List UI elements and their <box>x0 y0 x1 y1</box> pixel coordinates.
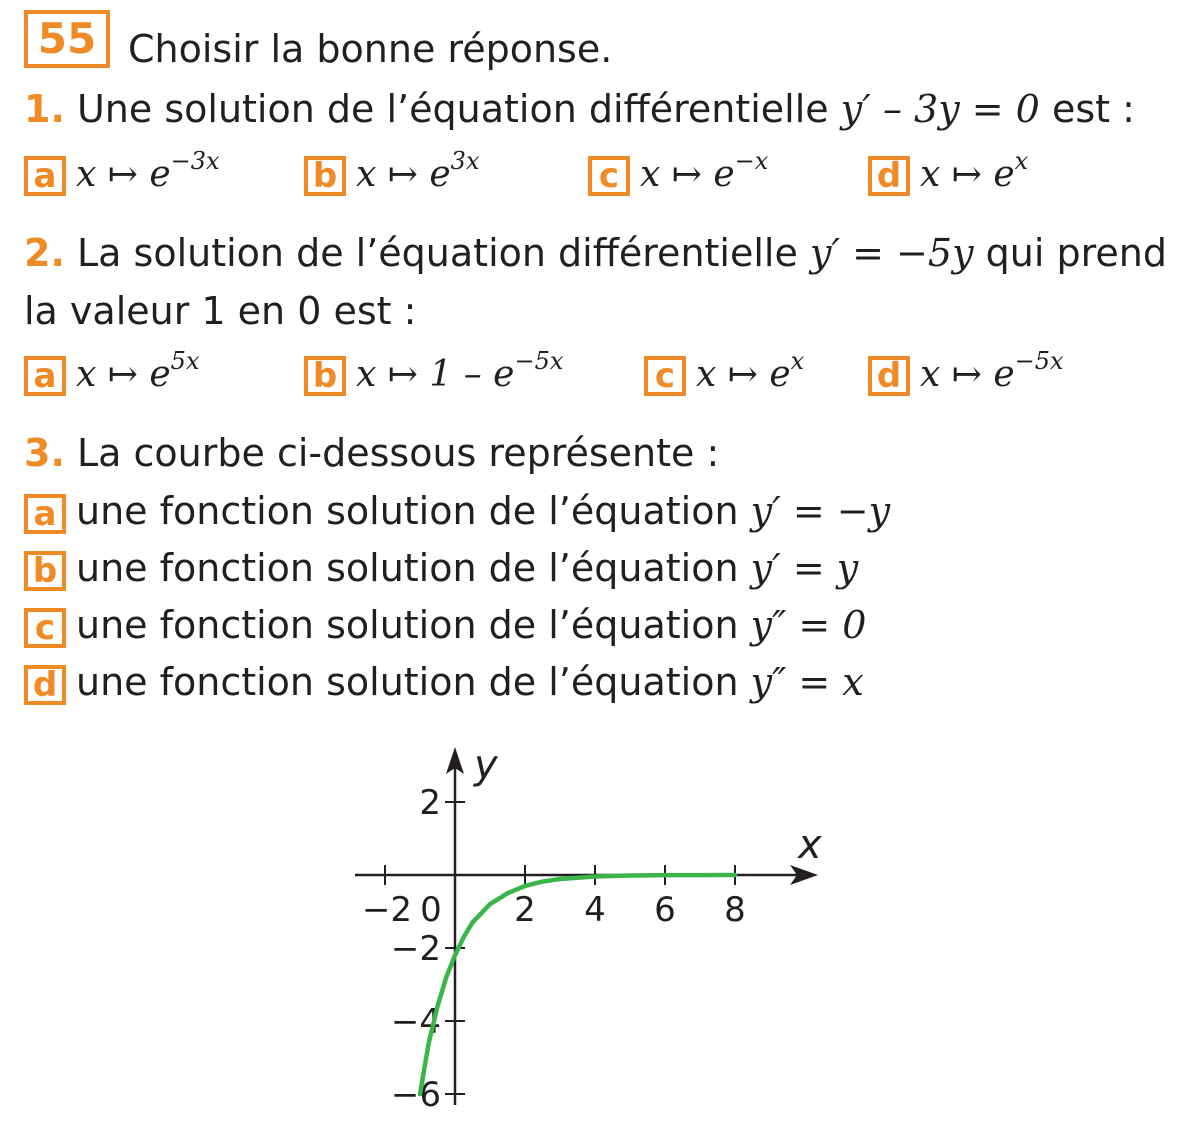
solution-curve <box>420 875 735 1094</box>
option-exponent: −3x <box>170 147 220 175</box>
question-1 <box>24 86 1135 132</box>
option-letter-c: c <box>24 608 66 648</box>
option-text: une fonction solution de l’équation <box>76 546 739 590</box>
question-1-text-end: est : <box>1051 87 1135 131</box>
question-3 <box>24 430 719 476</box>
q3-option-b[interactable] <box>24 545 858 591</box>
option-letter-b: b <box>304 356 346 396</box>
option-map: x ↦ e <box>76 354 171 395</box>
x-axis-label: x <box>798 822 822 868</box>
option-map: x ↦ e <box>696 354 791 395</box>
option-text: une fonction solution de l’équation <box>76 489 739 533</box>
y-tick-label: −2 <box>390 929 441 969</box>
option-letter-b: b <box>304 156 346 196</box>
option-letter-d: d <box>868 356 910 396</box>
q1-option-a[interactable] <box>24 142 220 198</box>
exercise-number: 55 <box>24 10 110 68</box>
q1-option-b[interactable] <box>304 142 479 198</box>
option-map: x ↦ e <box>920 354 1015 395</box>
question-1-number: 1. <box>24 87 65 131</box>
question-2-text-end: qui prend <box>985 231 1167 275</box>
option-letter-a: a <box>24 494 66 534</box>
option-map: x ↦ e <box>920 154 1015 195</box>
q3-option-d[interactable] <box>24 659 864 705</box>
option-letter-d: d <box>24 665 66 705</box>
option-exponent: −5x <box>514 347 564 375</box>
q2-option-c[interactable] <box>644 342 804 398</box>
q1-option-c[interactable] <box>588 142 768 198</box>
option-letter-c: c <box>588 156 630 196</box>
x-tick-label: 8 <box>724 890 746 930</box>
question-3-text: La courbe ci-dessous représente : <box>76 431 720 475</box>
question-1-equation: y′ – 3y = 0 <box>840 87 1040 131</box>
x-tick-label: 0 <box>420 890 442 930</box>
exercise-instruction: Choisir la bonne réponse. <box>128 27 613 71</box>
option-equation: y′ = y <box>750 546 859 590</box>
question-2-equation: y′ = −5y <box>809 231 974 275</box>
q1-option-d[interactable] <box>868 142 1028 198</box>
x-tick-label: −2 <box>361 890 413 930</box>
option-equation: y′ = −y <box>750 489 891 533</box>
question-2 <box>24 230 1167 276</box>
x-tick-label: 2 <box>514 890 536 930</box>
option-letter-a: a <box>24 356 66 396</box>
y-tick-label: −4 <box>390 1002 441 1042</box>
y-tick-label: 2 <box>419 783 441 823</box>
y-axis-label: y <box>474 742 498 788</box>
option-map: x ↦ e <box>640 154 735 195</box>
option-exponent: −5x <box>1014 347 1064 375</box>
option-map: x ↦ e <box>356 154 451 195</box>
option-map: x ↦ 1 – e <box>356 354 515 395</box>
option-exponent: 5x <box>170 347 200 375</box>
question-2-text: La solution de l’équation différentielle <box>76 231 798 275</box>
curve-graph <box>0 730 1200 1124</box>
option-letter-d: d <box>868 156 910 196</box>
y-tick-label: −6 <box>390 1075 441 1115</box>
option-equation: y″ = x <box>750 660 864 704</box>
option-map: x ↦ e <box>76 154 171 195</box>
option-exponent: 3x <box>450 147 480 175</box>
option-exponent: −x <box>734 147 769 175</box>
q3-option-c[interactable] <box>24 602 866 648</box>
option-letter-b: b <box>24 551 66 591</box>
option-text: une fonction solution de l’équation <box>76 660 739 704</box>
option-exponent: x <box>790 347 805 375</box>
q2-option-b[interactable] <box>304 342 563 398</box>
question-2-number: 2. <box>24 231 65 275</box>
option-letter-a: a <box>24 156 66 196</box>
option-equation: y″ = 0 <box>750 603 867 647</box>
question-3-number: 3. <box>24 431 65 475</box>
q3-option-a[interactable] <box>24 488 890 534</box>
option-exponent: x <box>1014 147 1029 175</box>
q2-option-d[interactable] <box>868 342 1064 398</box>
x-tick-label: 4 <box>584 890 606 930</box>
x-tick-label: 6 <box>654 890 676 930</box>
option-letter-c: c <box>644 356 686 396</box>
question-1-text: Une solution de l’équation différentielle <box>76 87 829 131</box>
question-2-line2: la valeur 1 en 0 est : <box>24 289 417 333</box>
option-text: une fonction solution de l’équation <box>76 603 739 647</box>
q2-option-a[interactable] <box>24 342 199 398</box>
